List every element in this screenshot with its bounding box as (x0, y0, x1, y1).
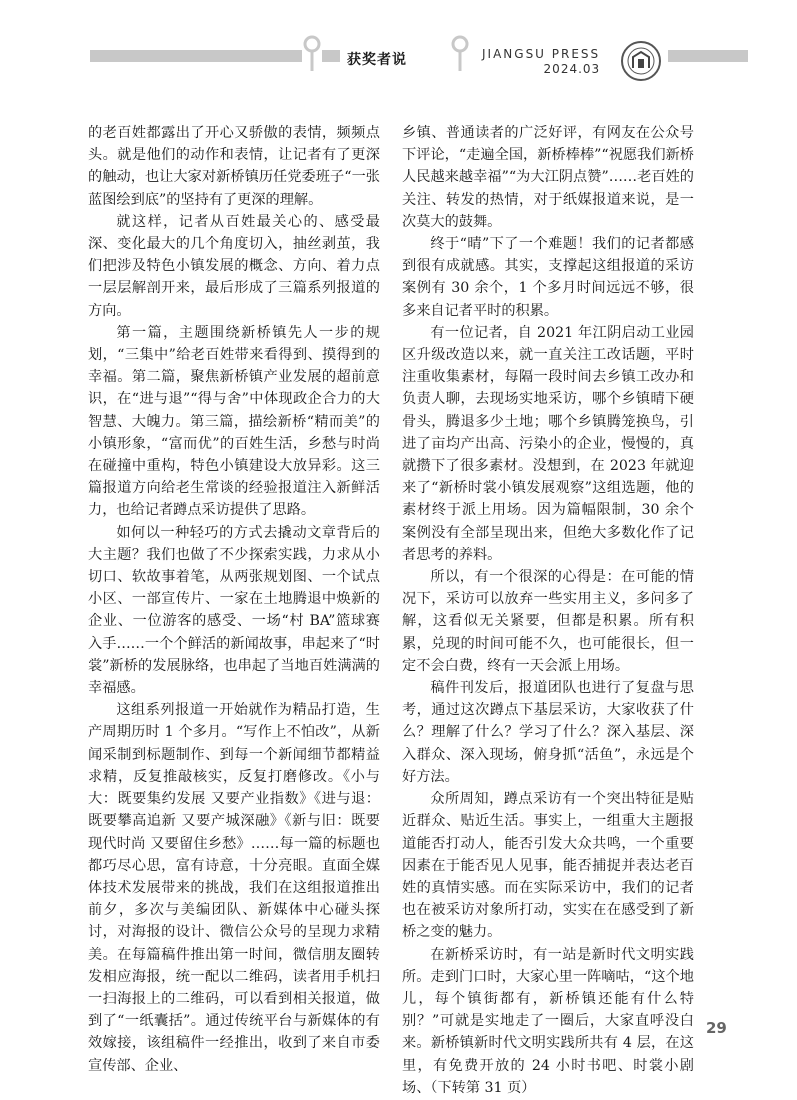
paragraph: 在新桥采访时，有一站是新时代文明实践所。走到门口时，大家心里一阵嘀咕，“这个地儿，每个镇街都有，新桥镇还能有什么特别？”可就是实地走了一圈后，大家直呼没白来。新桥镇新时代文明实践所共有 4 层，在这里，有免费开放的 24 小时书吧、时裳小剧场、（下转第 31 页） (402, 946, 694, 1096)
paragraph: 就这样，记者从百姓最关心的、感受最深、变化最大的几个角度切入，抽丝剥茧，我们把涉及特色小镇发展的概念、方向、着力点一层层解剖开来，最后形成了三篇系列报道的方向。 (88, 213, 380, 319)
header-bar-left (90, 50, 302, 62)
journal-brand (482, 47, 600, 76)
paragraph: 这组系列报道一开始就作为精品打造，生产周期历时 1 个多月。“写作上不怕改”，从新闻采制到标题制作、到每一个新闻细节都精益求精，反复推敲核实，反复打磨修改。《小与大：既要集约发展 又要产业指数》《进与退：既要攀高追新 又要产城深融》《新与旧：既要现代时尚 又要留住乡愁》……每一篇的标题也都巧尽心思，富有诗意，十分亮眼。直面全媒体技术发展带来的挑战，我们在这组报道推出前夕，多次与美编团队、新媒体中心碰头探讨，对海报的设计、微信公众号的呈现力求精美。在每篇稿件推出第一时间，微信朋友圈转发相应海报，统一配以二维码，读者用手机扫一扫海报上的二维码，可以看到相关报道，做到了“一纸囊括”。通过传统平台与新媒体的有效嫁接，该组稿件一经推出，收到了来自市委宣传部、企业、 (88, 702, 380, 1074)
paragraph: 的老百姓都露出了开心又骄傲的表情，频频点头。就是他们的动作和表情，让记者有了更深的触动，也让大家对新桥镇历任党委班子“一张蓝图绘到底”的坚持有了更深的理解。 (88, 125, 380, 208)
paragraph: 乡镇、普通读者的广泛好评，有网友在公众号下评论，“走遍全国，新桥棒棒”“祝愿我们新桥人民越来越幸福”“为大江阴点赞”……老百姓的关注、转发的热情，对于纸媒报道来说，是一次莫大的鼓舞。 (402, 125, 694, 230)
paragraph: 终于“晴”下了一个难题！我们的记者都感到很有成就感。其实，支撑起这组报道的采访案例有 30 余个，1 个多月时间远远不够，很多来自记者平时的积累。 (402, 236, 694, 319)
paragraph: 众所周知，蹲点采访有一个突出特征是贴近群众、贴近生活。事实上，一组重大主题报道能否打动人，能否引发大众共鸣，一个重要因素在于能否见人见事，能否捕捉并表达老百姓的真情实感。而在实际采访中，我们的记者也在被采访对象所打动，实实在在感受到了新桥之变的魅力。 (402, 791, 694, 941)
page-header (0, 0, 797, 100)
journal-seal-logo-icon (620, 40, 662, 82)
paragraph: 所以，有一个很深的心得是：在可能的情况下，采访可以放弃一些实用主义，多问多了解，这看似无关紧要，但都是积累。所有积累，兑现的时间可能不久，也可能很长，但一定不会白费，终有一天会派上用场。 (402, 569, 694, 674)
issue-number: 2024.03 (543, 62, 601, 76)
paragraph: 有一位记者，自 2021 年江阴启动工业园区升级改造以来，就一直关注工改话题，平时注重收集素材，每隔一段时间去乡镇工改办和负责人聊，去现场实地采访，哪个乡镇晴下硬骨头，腾退多少土地；哪个乡镇腾笼换鸟，引进了亩均产出高、污染小的企业，慢慢的，真就攒下了很多素材。没想到，在 2023 年就迎来了“新桥时裳小镇发展观察”这组选题，他的素材终于派上用场。因为篇幅限制，30 余个案例没有全部呈现出来，但绝大多数化作了记者思考的养料。 (402, 324, 694, 563)
article-column-right (402, 122, 694, 1099)
paragraph: 第一篇，主题围绕新桥镇先人一步的规划，“三集中”给老百姓带来看得到、摸得到的幸福。第二篇，聚焦新桥镇产业发展的超前意识，在“进与退”“得与舍”中体现政企合力的大智慧、大魄力。第三篇，描绘新桥“精而美”的小镇形象，“富而优”的百姓生活，乡愁与时尚在碰撞中重构，特色小镇建设大放异彩。这三篇报道方向给老生常谈的经验报道注入新鲜活力，也给记者蹲点采访提供了思路。 (88, 324, 380, 519)
pin-icon (302, 34, 322, 74)
paragraph: 稿件刊发后，报道团队也进行了复盘与思考，通过这次蹲点下基层采访，大家收获了什么？理解了什么？学习了什么？深入基层、深入群众、深入现场，俯身抓“活鱼”，永远是个好方法。 (402, 680, 694, 785)
journal-name: JIANGSU PRESS (482, 47, 601, 61)
header-bar-mid (322, 50, 340, 62)
paragraph: 如何以一种轻巧的方式去撬动文章背后的大主题？我们也做了不少探索实践，力求从小切口、软故事着笔，从两张规划图、一个试点小区、一部宣传片、一家在土地腾退中焕新的企业、一位游客的感受、一场“村 BA”篮球赛入手……一个个鲜活的新闻故事，串起来了“时裳”新桥的发展脉络，也串起了当地百姓满满的幸福感。 (88, 524, 380, 697)
page-number: 29 (706, 1019, 727, 1037)
pin-icon (450, 34, 470, 74)
section-title: 获奖者说 (347, 52, 407, 68)
article-column-left (88, 122, 380, 1077)
header-bar-right (668, 50, 748, 62)
